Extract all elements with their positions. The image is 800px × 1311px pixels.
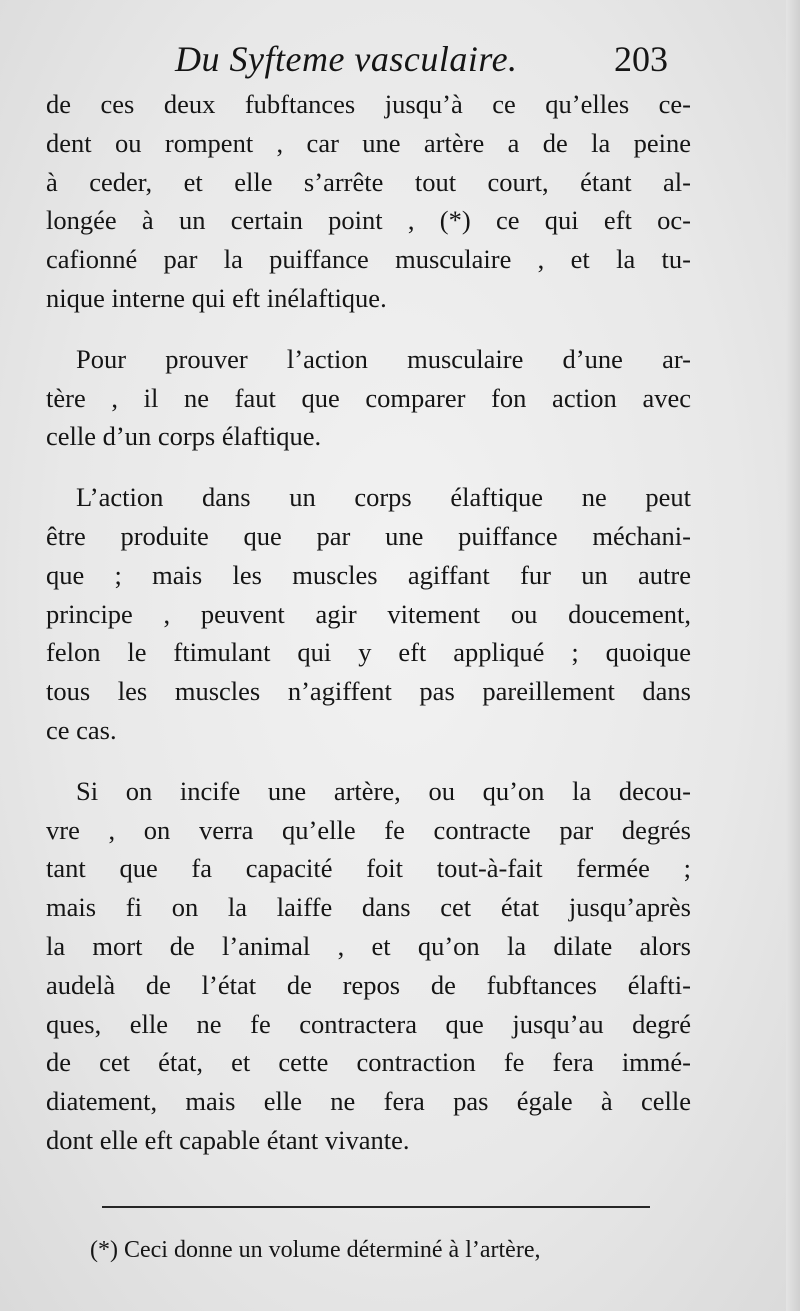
paragraph [46, 478, 691, 750]
paragraph [46, 772, 691, 1160]
text-line: nique interne qui eft inélaftique. [46, 282, 387, 313]
text-line: de ces deux fubftances jusqu’à ce qu’elles ce- [46, 89, 691, 119]
footnote-rule [102, 1206, 650, 1208]
text-line: longée à un certain point , (*) ce qui eft oc- [46, 205, 691, 236]
text-line: Pour prouver l’action musculaire d’une ar- [76, 343, 691, 374]
paragraph [46, 340, 691, 456]
text-line: ce cas. [46, 714, 117, 745]
text-line: felon le ftimulant qui y eft appliqué ; quoique [46, 637, 691, 668]
text-line: diatement, mais elle ne fera pas égale à celle [46, 1086, 691, 1117]
text-line: dent ou rompent , car une artère a de la peine [46, 127, 691, 158]
paragraph [46, 85, 691, 318]
body-text [46, 85, 691, 1182]
running-title: Du Syfteme vasculaire. [175, 39, 518, 79]
text-line: tous les muscles n’agiffent pas pareillement dans [46, 676, 691, 707]
text-line: de cet état, et cette contraction fe fera immé- [46, 1047, 691, 1078]
text-line: L’action dans un corps élaftique ne peut [76, 482, 691, 513]
page-edge [786, 0, 800, 1311]
text-line: principe , peuvent agir vitement ou doucement, [46, 598, 691, 629]
text-line: celle d’un corps élaftique. [46, 421, 322, 452]
text-line: audelà de l’état de repos de fubftances élafti- [46, 969, 691, 1000]
text-line: ques, elle ne fe contractera que jusqu’au degré [46, 1008, 691, 1039]
running-head [0, 38, 800, 88]
text-line: que ; mais les muscles agiffant fur un autre [46, 559, 691, 590]
text-line: tère , il ne faut que comparer fon action avec [46, 382, 691, 413]
page-number: 203 [614, 39, 668, 79]
text-line: la mort de l’animal , et qu’on la dilate alors [46, 930, 691, 961]
text-line: dont elle eft capable étant vivante. [46, 1124, 410, 1155]
text-line: être produite que par une puiffance méchani- [46, 520, 691, 551]
text-line: tant que fa capacité foit tout-à-fait fermée ; [46, 853, 691, 884]
text-line: Si on incife une artère, ou qu’on la decou- [76, 775, 691, 806]
text-line: à ceder, et elle s’arrête tout court, étant al- [46, 166, 691, 197]
footnote: (*) Ceci donne un volume déterminé à l’artère, [90, 1237, 541, 1263]
text-line: mais fi on la laiffe dans cet état jusqu’après [46, 892, 691, 923]
text-line: vre , on verra qu’elle fe contracte par degrés [46, 814, 691, 845]
text-line: cafionné par la puiffance musculaire , et la tu- [46, 244, 691, 275]
